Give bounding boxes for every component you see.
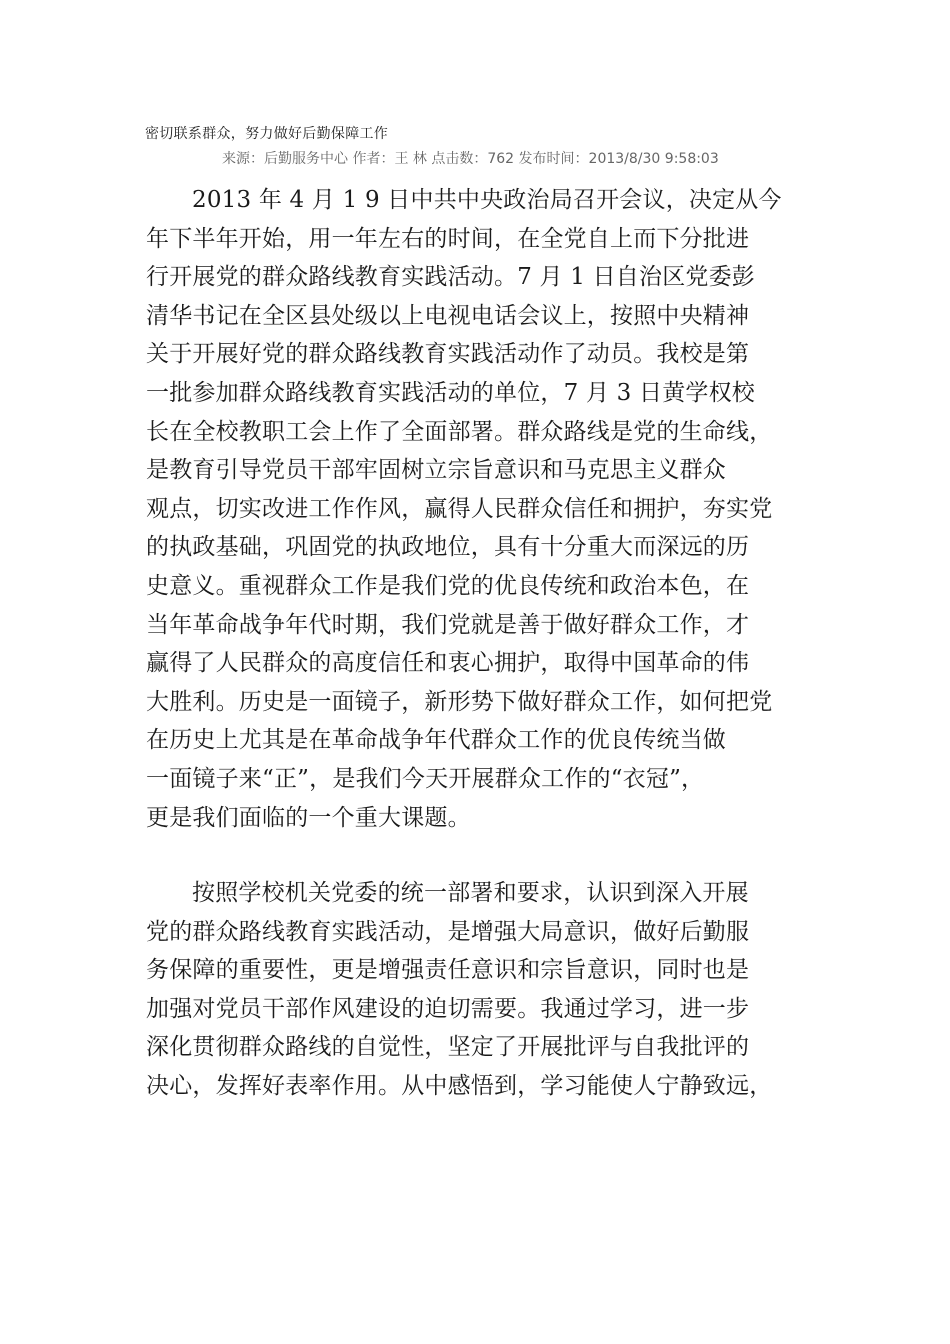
paragraph-line: 当年革命战争年代时期，我们党就是善于做好群众工作，才 <box>146 611 750 638</box>
paragraph-line: 更是我们面临的一个重大课题。 <box>146 804 471 831</box>
paragraph-line: 深化贯彻群众路线的自觉性，坚定了开展批评与自我批评的 <box>146 1034 750 1061</box>
article-title: 密切联系群众，努力做好后勤保障工作 <box>145 126 389 142</box>
time-label: 发布时间： <box>518 151 589 167</box>
paragraph-line: 加强对党员干部作风建设的迫切需要。我通过学习，进一步 <box>146 995 750 1022</box>
paragraph-line: 长在全校教职工会上作了全面部署。群众路线是党的生命线， <box>146 418 773 445</box>
paragraph-line: 清华书记在全区县处级以上电视电话会议上，按照中央精神 <box>146 302 750 329</box>
paragraph-line: 观点，切实改进工作作风，赢得人民群众信任和拥护，夯实党 <box>146 495 773 522</box>
paragraph-line: 大胜利。历史是一面镜子，新形势下做好群众工作，如何把党 <box>146 688 773 715</box>
source-value: 后勤服务中心 <box>264 151 348 167</box>
paragraph-line: 行开展党的群众路线教育实践活动。7 月 1 日自治区党委彭 <box>146 264 755 291</box>
paragraph-line: 一面镜子来“正”，是我们今天开展群众工作的“衣冠”， <box>146 765 705 792</box>
time-value: 2013/8/30 9:58:03 <box>588 151 719 167</box>
paragraph-line: 决心，发挥好表率作用。从中感悟到，学习能使人宁静致远， <box>146 1073 773 1100</box>
paragraph-line: 党的群众路线教育实践活动，是增强大局意识，做好后勤服 <box>146 918 750 945</box>
author-label: 作者： <box>352 151 395 167</box>
paragraph-spacer <box>146 837 816 874</box>
paragraph-1 <box>146 181 816 837</box>
author-value: 王 林 <box>394 151 427 167</box>
paragraph-line: 年下半年开始，用一年左右的时间，在全党自上而下分批进 <box>146 225 750 252</box>
clicks-value: 762 <box>487 151 515 167</box>
paragraph-line: 是教育引导党员干部牢固树立宗旨意识和马克思主义群众 <box>146 457 726 484</box>
paragraph-line: 按照学校机关党委的统一部署和要求，认识到深入开展 <box>192 880 749 907</box>
paragraph-line: 赢得了人民群众的高度信任和衷心拥护，取得中国革命的伟 <box>146 650 750 677</box>
paragraph-line: 史意义。重视群众工作是我们党的优良传统和政治本色，在 <box>146 572 750 599</box>
paragraph-line: 务保障的重要性，更是增强责任意识和宗旨意识，同时也是 <box>146 957 750 984</box>
source-label: 来源： <box>222 151 264 167</box>
paragraph-2 <box>146 874 816 1106</box>
paragraph-line: 2013 年 4 月 1 9 日中共中央政治局召开会议，决定从今 <box>192 187 782 213</box>
paragraph-line: 的执政基础，巩固党的执政地位，具有十分重大而深远的历 <box>146 534 750 561</box>
clicks-label: 点击数： <box>431 151 488 167</box>
article-meta <box>222 149 719 169</box>
paragraph-line: 一批参加群众路线教育实践活动的单位，7 月 3 日黄学权校 <box>146 379 755 406</box>
paragraph-line: 在历史上尤其是在革命战争年代群众工作的优良传统当做 <box>146 727 726 754</box>
article-body <box>146 181 816 1106</box>
paragraph-line: 关于开展好党的群众路线教育实践活动作了动员。我校是第 <box>146 341 750 368</box>
